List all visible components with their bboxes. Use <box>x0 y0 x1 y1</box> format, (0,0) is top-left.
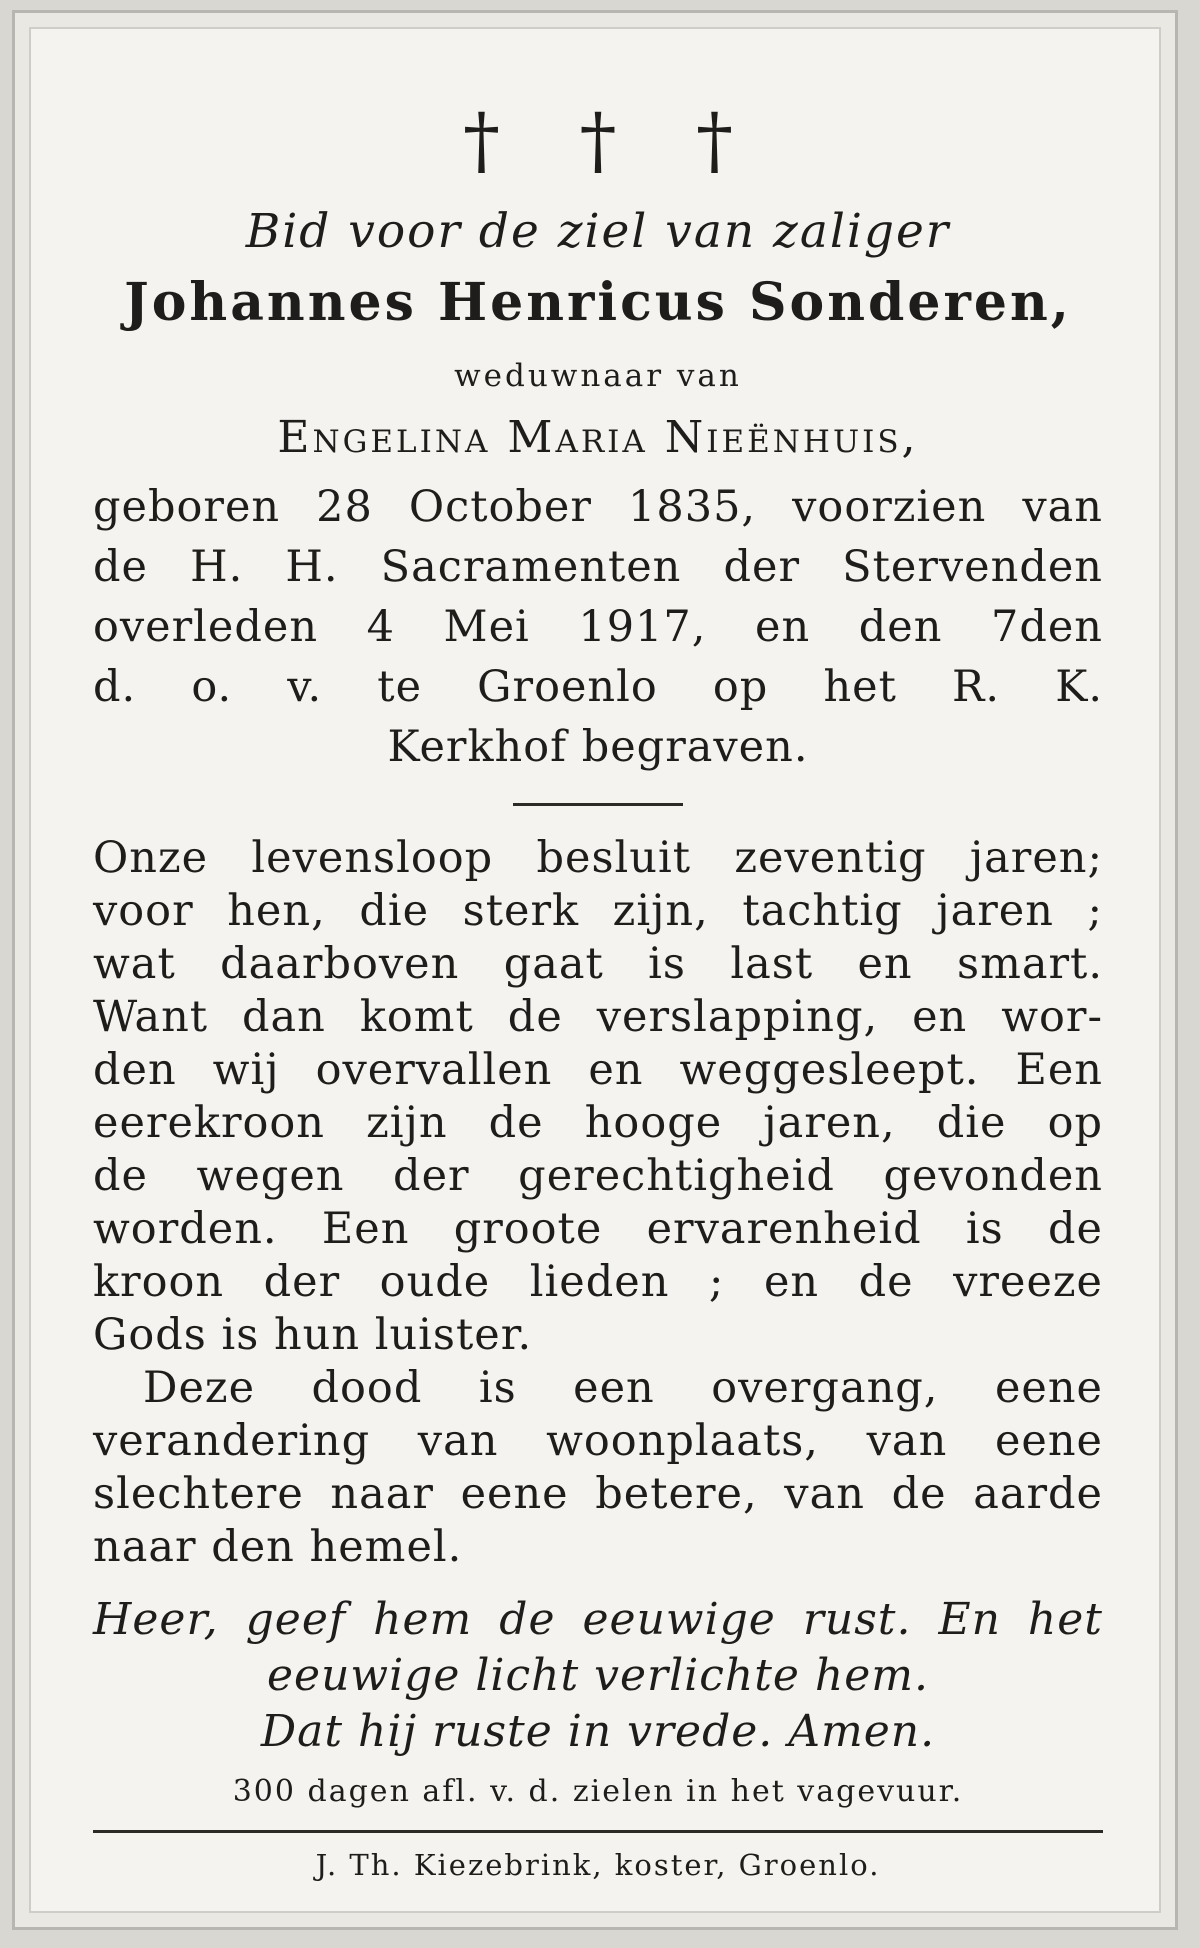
deceased-name: Johannes Henricus Sonderen, <box>124 272 1072 333</box>
bio-line: geboren 28 October 1835, voorzien van <box>93 482 1103 532</box>
memorial-card <box>12 10 1178 1930</box>
verse-line: Gods is hun luister. <box>93 1310 533 1360</box>
widower-text: weduwnaar van <box>454 358 742 394</box>
indulgence-text: 300 dagen afl. v. d. zielen in het vagevuur. <box>232 1774 964 1809</box>
verse-line: eerekroon zijn de hooge jaren, die op <box>93 1098 1103 1148</box>
bio-line: Kerkhof begraven. <box>387 722 809 772</box>
verse-line: naar den hemel. <box>93 1522 463 1572</box>
bio-line: d. o. v. te Groenlo op het R. K. <box>93 662 1103 712</box>
verse-line: worden. Een groote ervarenheid is de <box>93 1204 1103 1254</box>
verse-line: kroon der oude lieden ; en de vreeze <box>93 1257 1103 1307</box>
verse-line: Deze dood is een overgang, eene <box>143 1363 1103 1413</box>
verse-line: den wij overvallen en weggesleept. Een <box>93 1045 1103 1095</box>
prayer-line: Heer, geef hem de eeuwige rust. En het <box>93 1594 1103 1645</box>
verse-line: de wegen der gerechtigheid gevonden <box>93 1151 1103 1201</box>
prayer-line: eeuwige licht verlichte hem. <box>267 1650 929 1701</box>
prayer-line: Dat hij ruste in vrede. Amen. <box>260 1706 936 1757</box>
verse-line: wat daarboven gaat is last en smart. <box>93 939 1103 989</box>
verse-line: Onze levensloop besluit zeventig jaren; <box>93 833 1103 883</box>
verse-line: voor hen, die sterk zijn, tachtig jaren ; <box>93 886 1103 936</box>
scripture-verse <box>93 832 1103 1362</box>
death-reflection <box>93 1362 1103 1574</box>
verse-line: Want dan komt de verslapping, en wor- <box>93 992 1103 1042</box>
verse-line: slechtere naar eene betere, van de aarde <box>93 1469 1103 1519</box>
biography <box>93 477 1103 777</box>
bio-line: overleden 4 Mei 1917, en den 7den <box>93 602 1103 652</box>
spouse-name: Engelina Maria Nieënhuis, <box>277 412 919 463</box>
intro-text: Bid voor de ziel van zaliger <box>245 204 951 259</box>
prayer <box>93 1592 1103 1760</box>
divider <box>513 803 683 806</box>
bio-line: de H. H. Sacramenten der Stervenden <box>93 542 1103 592</box>
cross-icons: † † † <box>462 98 762 184</box>
printer-credit: J. Th. Kiezebrink, koster, Groenlo. <box>315 1848 881 1882</box>
card-content <box>93 93 1103 1897</box>
verse-line: verandering van woonplaats, van eene <box>93 1416 1103 1466</box>
